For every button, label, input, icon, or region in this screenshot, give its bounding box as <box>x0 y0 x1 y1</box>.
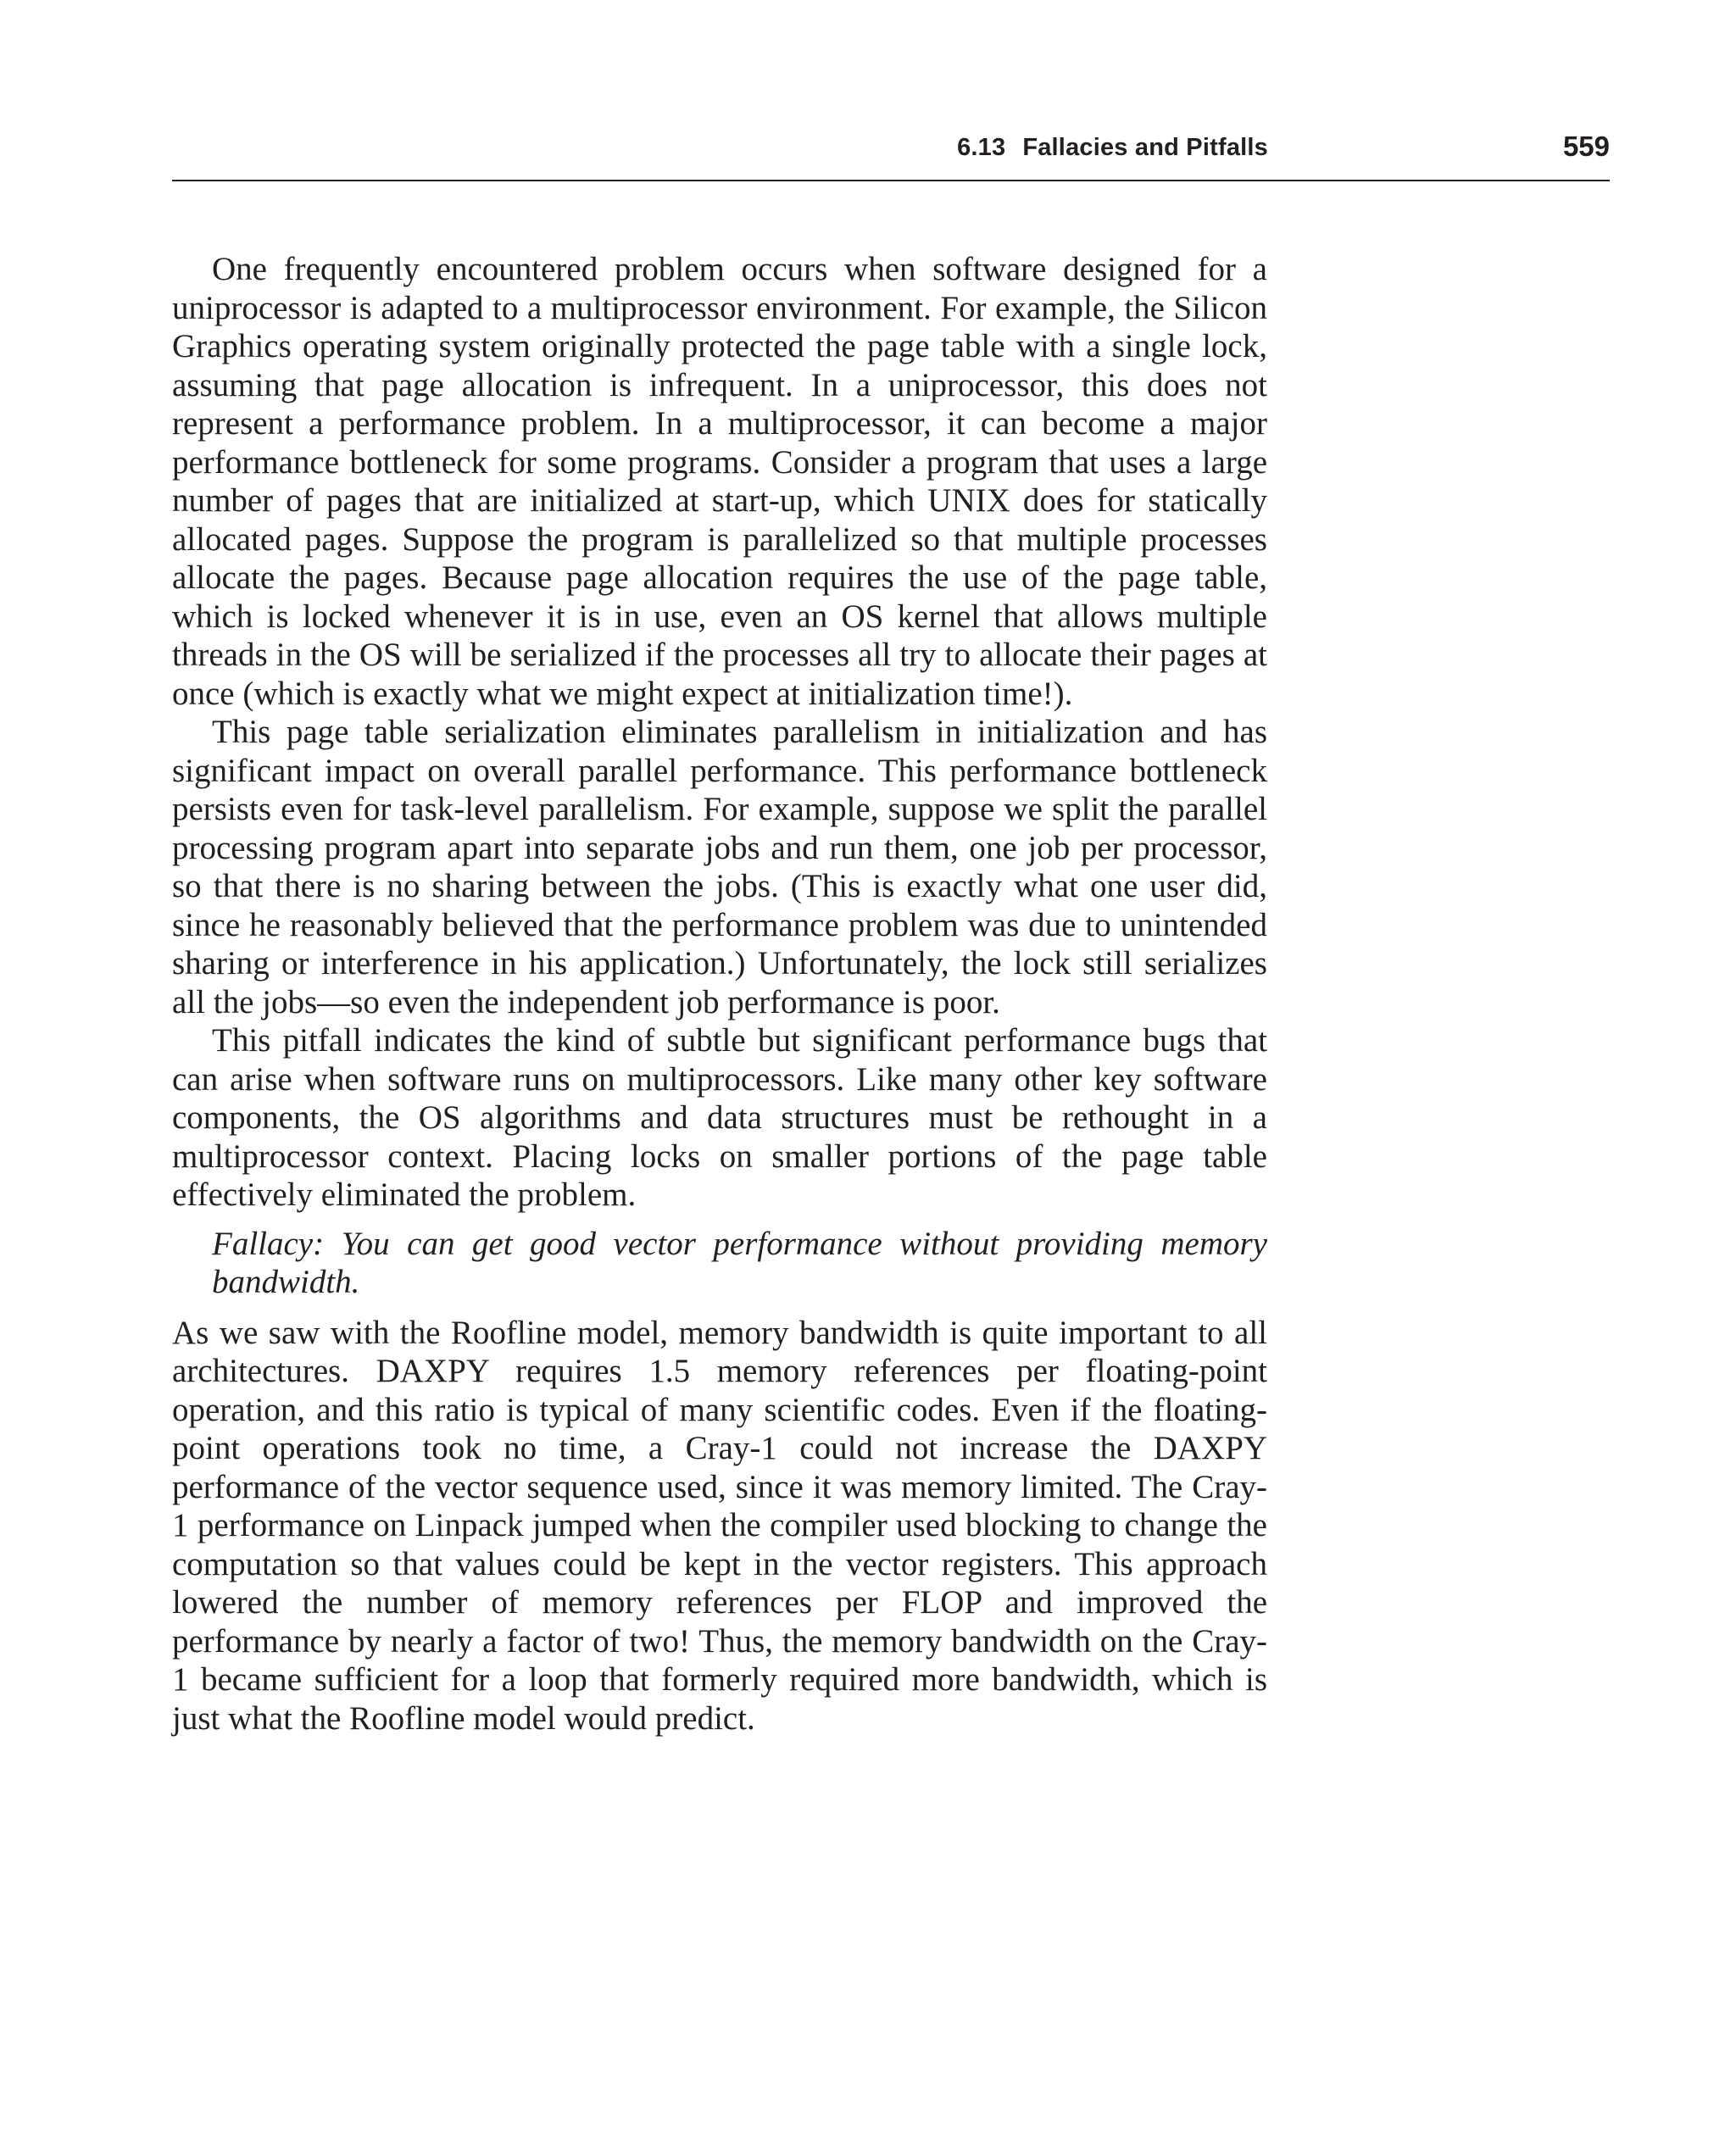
paragraph-memory-bandwidth: As we saw with the Roofline model, memory bandwidth is quite important to all architectures. DAXPY requires 1.5 memory references per floating-point operation, and this ratio is typical of many scientific codes. Even if the floating-point operations took no time, a Cray-1 could not increase the DAXPY performance of the vector sequence used, since it was memory limited. The Cray-1 performance on Linpack jumped when the compiler used blocking to change the computation so that values could be kept in the vector registers. This approach lowered the number of memory references per FLOP and improved the performance by nearly a factor of two! Thus, the memory bandwidth on the Cray-1 became sufficient for a loop that formerly required more bandwidth, which is just what the Roofline model would predict. <box>172 1314 1267 1737</box>
section-number: 6.13 <box>957 134 1006 161</box>
section-heading <box>957 134 1268 162</box>
paragraph-page-table-serialization: This page table serialization eliminates parallelism in initialization and has significant impact on overall parallel performance. This performance bottleneck persists even for task-level parallelism. For example, suppose we split the parallel processing program apart into separate jobs and run them, one job per processor, so that there is no sharing between the jobs. (This is exactly what one user did, since he reasonably believed that the performance problem was due to unintended sharing or interference in his application.) Unfortunately, the lock still serializes all the jobs—so even the independent job performance is poor. <box>172 714 1267 1020</box>
paragraph-serialization-problem: One frequently encountered problem occurs when software designed for a uniprocessor is adapted to a multiprocessor environment. For example, the Silicon Graphics operating system originally protected the page table with a single lock, assuming that page allocation is infrequent. In a uniprocessor, this does not represent a performance problem. In a multiprocessor, it can become a major performance bottleneck for some programs. Consider a program that uses a large number of pages that are initialized at start-up, which UNIX does for statically allocated pages. Suppose the program is parallelized so that multiple processes allocate the pages. Because page allocation requires the use of the page table, which is locked whenever it is in use, even an OS kernel that allows multiple threads in the OS will be serialized if the processes all try to allocate their pages at once (which is exactly what we might expect at initialization time!). <box>172 251 1267 712</box>
section-title: Fallacies and Pitfalls <box>1022 134 1268 161</box>
body-text <box>172 250 1267 1738</box>
running-head <box>172 127 1610 181</box>
paragraph-pitfall-summary: This pitfall indicates the kind of subtle but significant performance bugs that can arise when software runs on multiprocessors. Like many other key software components, the OS algorithms and data structures must be rethought in a multiprocessor context. Placing locks on smaller portions of the page table effectively eliminated the problem. <box>172 1022 1267 1213</box>
fallacy-heading: Fallacy: You can get good vector performance without providing memory bandwidth. <box>212 1225 1267 1300</box>
page-number: 559 <box>1562 131 1610 162</box>
